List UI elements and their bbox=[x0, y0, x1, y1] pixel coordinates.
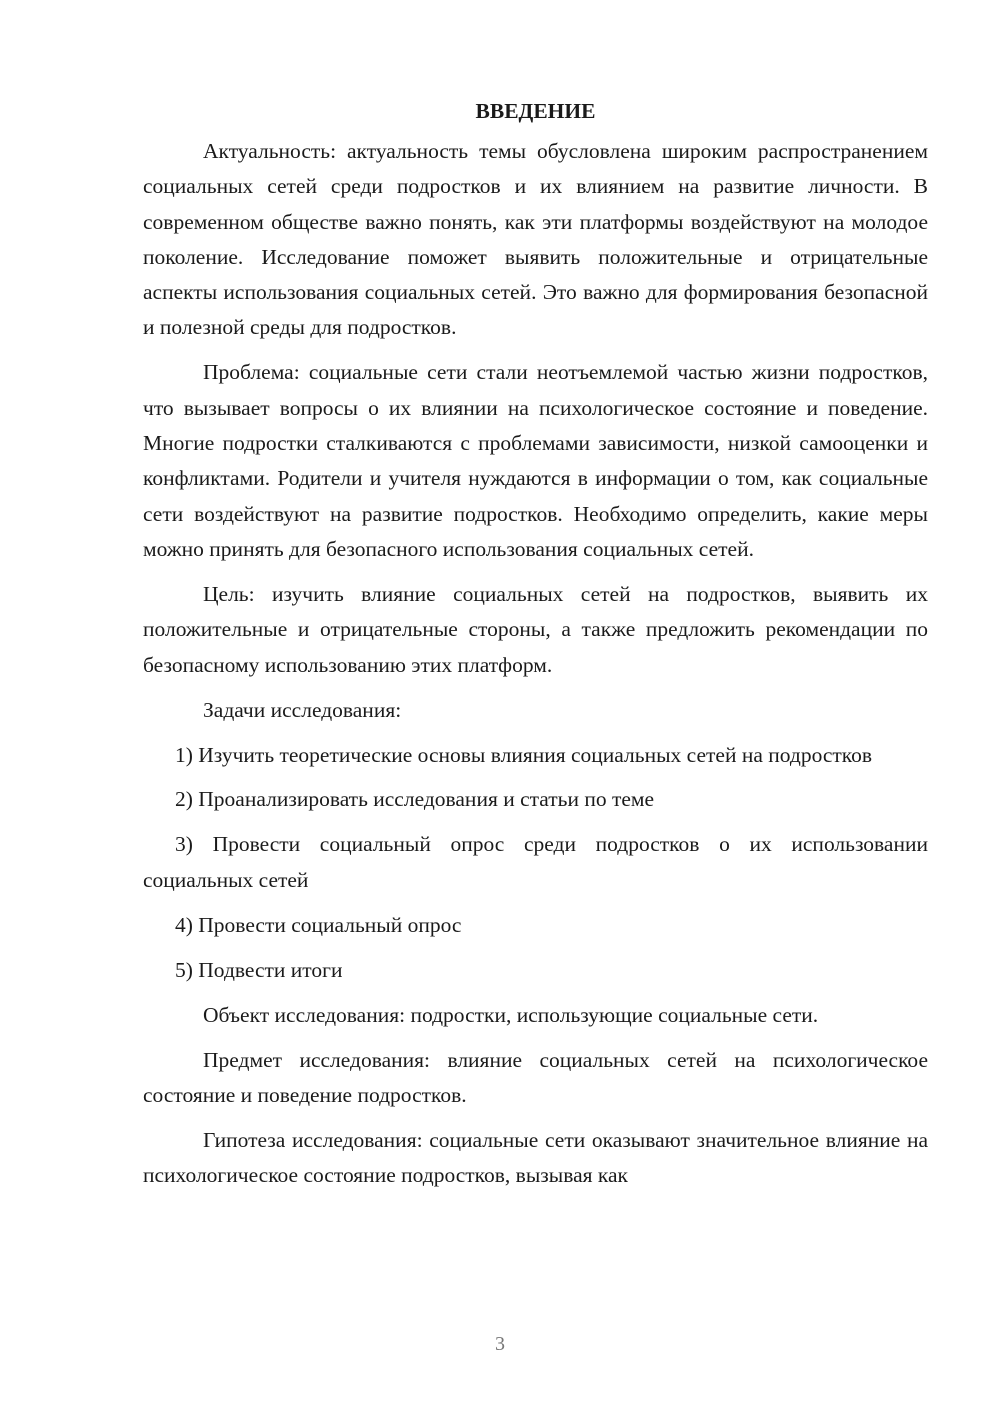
task-item-1: 1) Изучить теоретические основы влияния социальных сетей на подростков bbox=[175, 742, 873, 767]
problem-paragraph: Проблема: социальные сети стали неотъемлемой частью жизни подростков, что вызывает вопросы о их влиянии на психологическое состояние и поведение. Многие подростки сталкиваются с проблемами зависимости, низкой самооценки и конфликтами. Родители и учителя нуждаются в информации о том, как социальные сети воздействуют на развитие подростков. Необходимо определить, какие меры можно принять для безопасного использования социальных сетей. bbox=[143, 360, 928, 561]
tasks-intro: Задачи исследования: bbox=[203, 697, 402, 722]
task-item-4: 4) Провести социальный опрос bbox=[175, 912, 462, 937]
page-number: 3 bbox=[495, 1333, 505, 1355]
task-item-2: 2) Проанализировать исследования и статьи по теме bbox=[175, 787, 655, 812]
page-content bbox=[143, 96, 928, 1203]
subject-paragraph: Предмет исследования: влияние социальных сетей на психологическое состояние и поведение подростков. bbox=[143, 1047, 928, 1107]
section-heading: ВВЕДЕНИЕ bbox=[475, 99, 596, 123]
task-item-5: 5) Подвести итоги bbox=[175, 957, 343, 982]
hypothesis-paragraph: Гипотеза исследования: социальные сети оказывают значительное влияние на психологическое состояние подростков, вызывая как bbox=[143, 1127, 928, 1188]
goal-paragraph: Цель: изучить влияние социальных сетей на подростков, выявить их положительные и отрицательные стороны, а также предложить рекомендации по безопасному использованию этих платформ. bbox=[143, 581, 928, 677]
relevance-paragraph: Актуальность: актуальность темы обусловлена широким распространением социальных сетей среди подростков и их влиянием на развитие личности. В современном обществе важно понять, как эти платформы воздействуют на молодое поколение. Исследование поможет выявить положительные и отрицательные аспекты использования социальных сетей. Это важно для формирования безопасной и полезной среды для подростков. bbox=[143, 139, 928, 340]
object-paragraph: Объект исследования: подростки, использующие социальные сети. bbox=[203, 1002, 819, 1027]
task-item-3: 3) Провести социальный опрос среди подростков о их использовании социальных сетей bbox=[143, 832, 928, 892]
